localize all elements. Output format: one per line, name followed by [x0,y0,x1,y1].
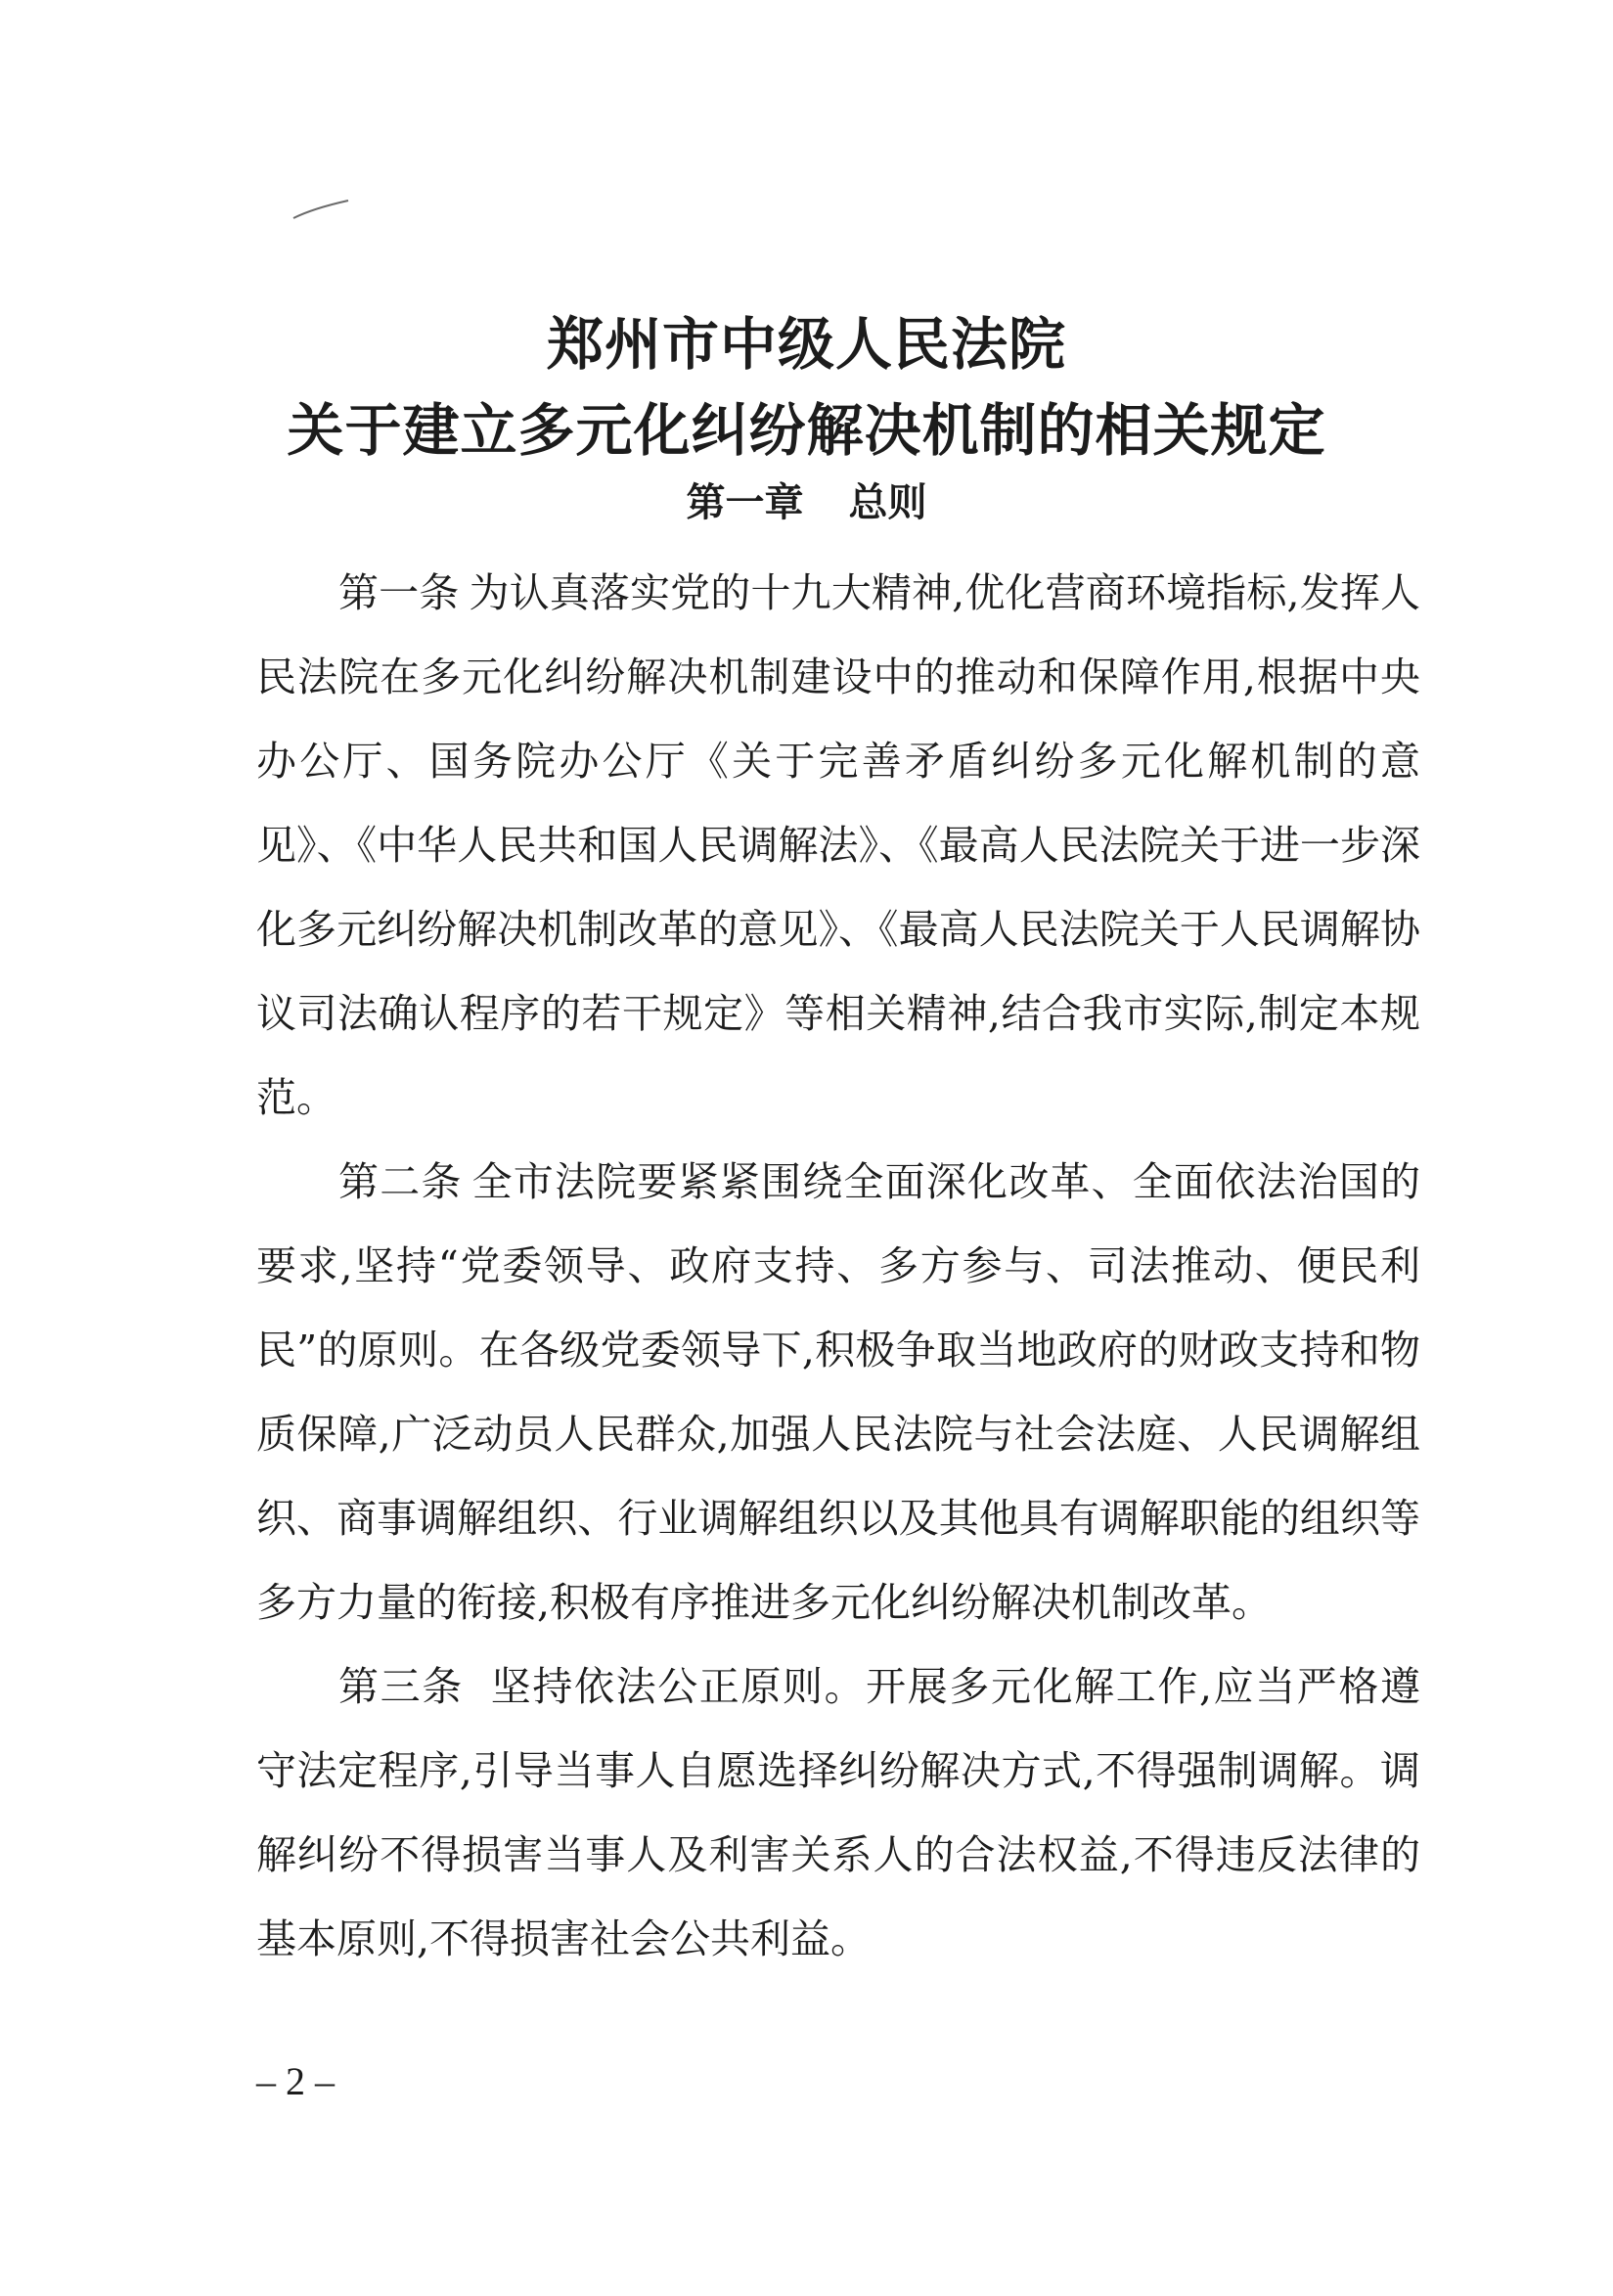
document-title-line-2: 关于建立多元化纠纷解决机制的相关规定 [287,399,1326,463]
article-text: 为认真落实党的十九大精神,优化营商环境指标,发挥人民法院在多元化纠纷解决机制建设中的推动和保障作用,根据中央办公厅、国务院办公厅《关于完善矛盾纠纷多元化解机制的意见》、《中华人民共和国人民调解法》、《最高人民法院关于进一步深化多元纠纷解决机制改革的意见》、《最高人民法院关于人民调解协议司法确认程序的若干规定》等相关精神,结合我市实际,制定本规范。 [256,569,1420,1121]
chapter-number: 第一章 [686,480,804,525]
chapter-name: 总则 [848,480,927,525]
article-text: 坚持依法公正原则。开展多元化解工作,应当严格遵守法定程序,引导当事人自愿选择纠纷解决方式,不得强制调解。调解纠纷不得损害当事人及利害关系人的合法权益,不得违反法律的基本原则,不得损害社会公共利益。 [256,1663,1420,1962]
page-number: – 2 – [256,2059,335,2103]
pen-stroke-mark [291,199,350,222]
article-label: 第一条 [338,569,460,616]
chapter-heading [0,475,1613,530]
article-1 [256,551,1420,1140]
article-label: 第三条 [338,1663,464,1710]
article-label: 第二条 [338,1158,463,1205]
article-3 [256,1644,1420,1981]
article-2 [256,1140,1420,1644]
document-body [256,551,1420,1981]
article-text: 全市法院要紧紧围绕全面深化改革、全面依法治国的要求,坚持“党委领导、政府支持、多方参与、司法推动、便民利民”的原则。在各级党委领导下,积极争取当地政府的财政支持和物质保障,广泛动员人民群众,加强人民法院与社会法庭、人民调解组织、商事调解组织、行业调解组织以及其他具有调解职能的组织等多方力量的衔接,积极有序推进多元化纠纷解决机制改革。 [256,1158,1421,1626]
document-title-line-1: 郑州市中级人民法院 [546,313,1066,377]
